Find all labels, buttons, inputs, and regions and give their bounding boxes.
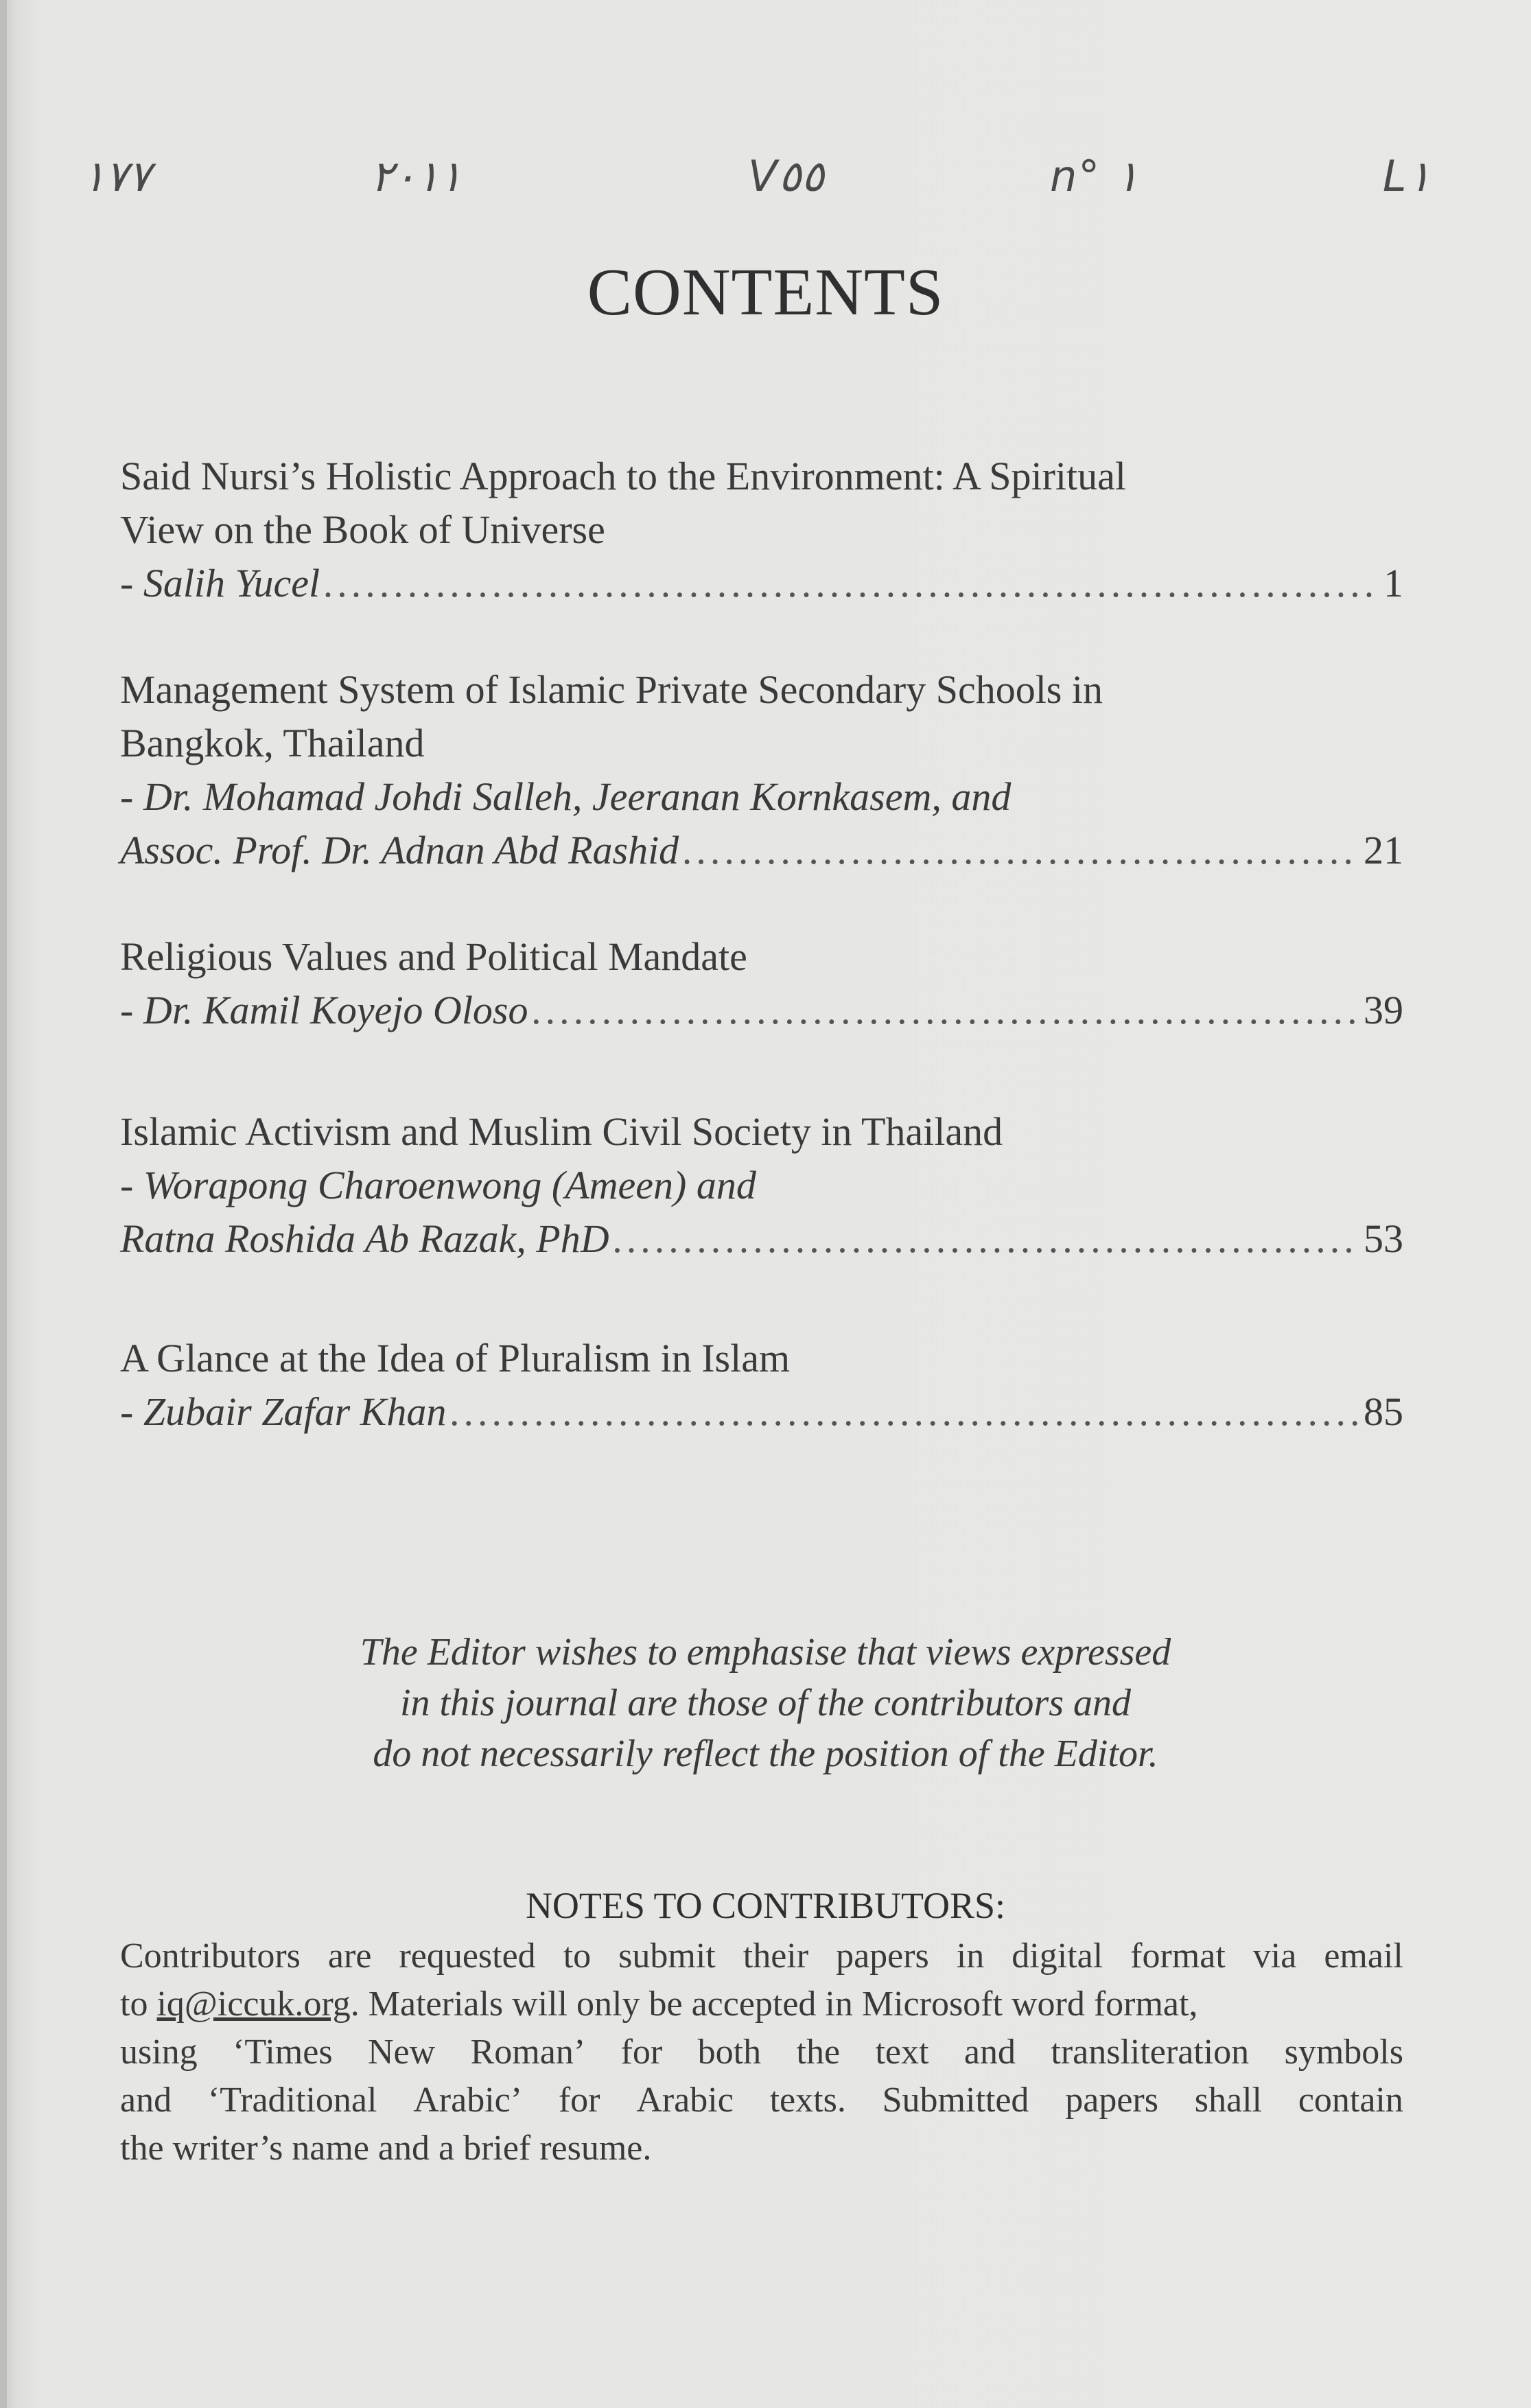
entry-page-number: 21 [1364,828,1403,872]
dot-leader [613,1212,1359,1266]
entry-title-line: Bangkok, Thailand [120,721,425,765]
entry-author: - Dr. Mohamad Johdi Salleh, Jeeranan Kornkasem, and [120,774,1012,819]
word: using [120,2033,198,2072]
toc-entry[interactable] [120,930,1403,1037]
entry-title-line: Religious Values and Political Mandate [120,934,747,979]
entry-page-number: 85 [1364,1389,1403,1434]
word: ‘Times [233,2033,333,2072]
word: via [1252,1936,1297,1976]
contents-title: CONTENTS [587,255,944,329]
word: their [743,1936,809,1976]
entry-title-line: View on the Book of Universe [120,507,605,552]
disclaimer-line: The Editor wishes to emphasise that views expressed [360,1631,1171,1674]
handwritten-mark-4: n° ١ [1050,151,1139,201]
word: contain [1298,2081,1403,2120]
notes-line-2 [120,1980,1403,2028]
notes-line-3 [120,2028,1403,2076]
entry-author-leader [120,1212,1403,1266]
handwritten-mark-5: L١ [1383,151,1431,201]
word: shall [1194,2081,1262,2120]
word: both [697,2033,762,2072]
handwritten-mark-1: ١٧٧ [82,151,151,201]
toc-entry[interactable] [120,1332,1403,1439]
entry-author: - Salih Yucel [120,561,320,605]
word: text [875,2033,929,2072]
entry-author-leader [120,984,1403,1037]
word: to [563,1936,592,1976]
word: for [558,2081,600,2120]
notes-line-1 [120,1932,1403,1980]
word: digital [1012,1936,1103,1976]
entry-page-number: 39 [1364,988,1403,1032]
word: and [120,2081,172,2120]
disclaimer-line: do not necessarily reflect the position of the Editor. [373,1733,1158,1775]
notes-line-5: the writer’s name and a brief resume. [120,2129,652,2168]
dot-leader [683,824,1359,877]
handwritten-mark-2: ٢٠١١ [371,151,463,201]
word: submit [618,1936,716,1976]
word: texts. [769,2081,846,2120]
word: email [1324,1936,1403,1976]
toc-entry[interactable] [120,450,1403,610]
word: papers [836,1936,929,1976]
dot-leader [450,1385,1359,1439]
entry-author-leader [120,557,1403,610]
word: the [796,2033,841,2072]
notes-to-contributors [120,1932,1403,2173]
entry-author: Ratna Roshida Ab Razak, PhD [120,1216,609,1261]
entry-title-line: Management System of Islamic Private Secondary Schools in [120,667,1103,712]
toc-entry[interactable] [120,1105,1403,1266]
word: in [956,1936,985,1976]
word: Arabic’ [413,2081,523,2120]
word: requested [399,1936,536,1976]
word: Submitted [882,2081,1029,2120]
word: New [368,2033,436,2072]
page-binding-edge [0,0,7,2408]
entry-author-leader [120,824,1403,877]
dot-leader [324,557,1379,610]
word: format [1130,1936,1226,1976]
entry-author-leader [120,1385,1403,1439]
notes-line-4 [120,2076,1403,2125]
word: papers [1065,2081,1158,2120]
word: and [963,2033,1016,2072]
word: for [620,2033,663,2072]
contributor-email-link[interactable]: iq@iccuk.org [156,1984,351,2024]
entry-author: Assoc. Prof. Dr. Adnan Abd Rashid [120,828,679,872]
editor-disclaimer [0,1627,1531,1779]
word: symbols [1284,2033,1403,2072]
entry-title-line: A Glance at the Idea of Pluralism in Islam [120,1336,791,1380]
entry-title-line: Islamic Activism and Muslim Civil Society in Thailand [120,1109,1003,1154]
entry-author: - Worapong Charoenwong (Ameen) and [120,1163,756,1207]
entry-page-number: 53 [1364,1216,1403,1261]
word: transliteration [1051,2033,1250,2072]
entry-author: - Zubair Zafar Khan [120,1389,447,1434]
word: are [327,1936,372,1976]
handwritten-mark-3: V٥٥ [748,151,825,201]
entry-title-line: Said Nursi’s Holistic Approach to the Environment: A Spiritual [120,454,1127,498]
word: to [120,1984,148,2024]
dot-leader [533,984,1360,1037]
word: Arabic [636,2081,734,2120]
entry-page-number: 1 [1383,561,1403,605]
entry-author: - Dr. Kamil Koyejo Oloso [120,988,528,1032]
disclaimer-line: in this journal are those of the contributors and [399,1682,1132,1724]
word: ‘Traditional [207,2081,377,2120]
word: Contributors [120,1936,301,1976]
notes-line-2-rest: . Materials will only be accepted in Microsoft word format, [350,1984,1198,2024]
toc-entry[interactable] [120,663,1403,877]
notes-heading: NOTES TO CONTRIBUTORS: [525,1885,1006,1926]
word: Roman’ [470,2033,586,2072]
